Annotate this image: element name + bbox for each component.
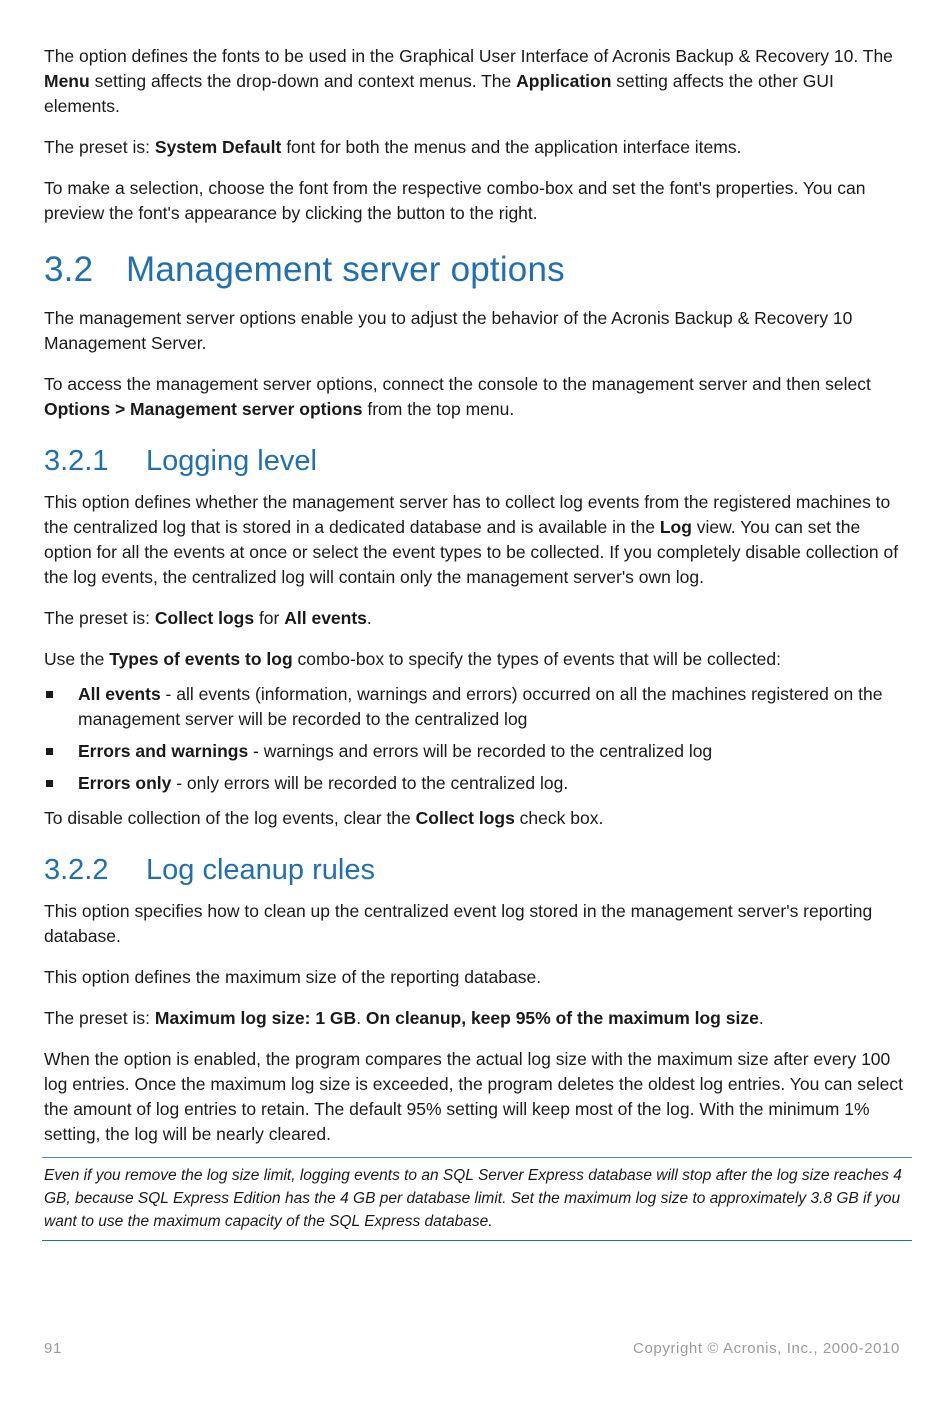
bullet-icon [46,691,53,698]
section-number: 3.2 [44,250,94,289]
copyright-text: Copyright © Acronis, Inc., 2000-2010 [633,1340,900,1357]
section-paragraph-intro: The management server options enable you to adjust the behavior of the Acronis Backup & Recovery 10 Management Server. [44,308,853,353]
logging-paragraph-combo: Use the Types of events to log combo-box to specify the types of events that will be collected: [44,649,781,669]
intro-paragraph-selection: To make a selection, choose the font from the respective combo-box and set the font's properties. You can preview the font's appearance by clicking the button to the right. [44,178,866,223]
page-number: 91 [44,1340,62,1357]
intro-paragraph-preset: The preset is: System Default font for both the menus and the application interface items. [44,137,742,157]
event-types-list [44,682,906,796]
list-item: Errors only - only errors will be recorded to the centralized log. [44,771,906,796]
cleanup-paragraph-preset: The preset is: Maximum log size: 1 GB. On cleanup, keep 95% of the maximum log size. [44,1008,764,1028]
subsection-title: Logging level [146,445,317,477]
cleanup-paragraph-size: This option defines the maximum size of the reporting database. [44,967,542,987]
list-item: Errors and warnings - warnings and errors will be recorded to the centralized log [44,739,906,764]
logging-paragraph-disable: To disable collection of the log events, clear the Collect logs check box. [44,808,604,828]
cleanup-paragraph-behavior: When the option is enabled, the program compares the actual log size with the maximum size after every 100 log entries. Once the maximum log size is exceeded, the program deletes the oldest log entries. You can select the amount of log entries to retain. The default 95% setting will keep most of the log. With the minimum 1% setting, the log will be nearly cleared. [44,1049,903,1144]
logging-paragraph-description: This option defines whether the management server has to collect log events from the registered machines to the centralized log that is stored in a dedicated database and is available in the Log view. You can set the option for all the events at once or select the event types to be collected. If you completely disable collection of the log events, the centralized log will contain only the management server's own log. [44,492,899,587]
list-item: All events - all events (information, warnings and errors) occurred on all the machines registered on the management server will be recorded to the centralized log [44,682,906,732]
note-text: Even if you remove the log size limit, logging events to an SQL Server Express database will stop after the log size reaches 4 GB, because SQL Express Edition has the 4 GB per database limit. Set the maximum log size to approximately 3.8 GB if you want to use the maximum capacity of the SQL Express database. [44,1167,902,1230]
subsection-heading-cleanup [44,851,906,889]
note-box [42,1157,912,1241]
bullet-icon [46,748,53,755]
section-paragraph-access: To access the management server options, connect the console to the management server and then select Options > Management server options from the top menu. [44,374,871,419]
logging-paragraph-preset: The preset is: Collect logs for All events. [44,608,372,628]
section-heading [44,248,906,292]
subsection-number: 3.2.1 [44,445,109,477]
intro-paragraph-fonts: The option defines the fonts to be used in the Graphical User Interface of Acronis Backup & Recovery 10. The Menu setting affects the drop-down and context menus. The Application setting affects the other GUI elements. [44,46,893,116]
bullet-icon [46,780,53,787]
subsection-heading-logging [44,442,906,480]
subsection-title: Log cleanup rules [146,854,375,886]
section-title: Management server options [126,250,565,289]
subsection-number: 3.2.2 [44,854,109,886]
cleanup-paragraph-description: This option specifies how to clean up the centralized event log stored in the management server's reporting database. [44,901,873,946]
document-page [44,44,906,1241]
